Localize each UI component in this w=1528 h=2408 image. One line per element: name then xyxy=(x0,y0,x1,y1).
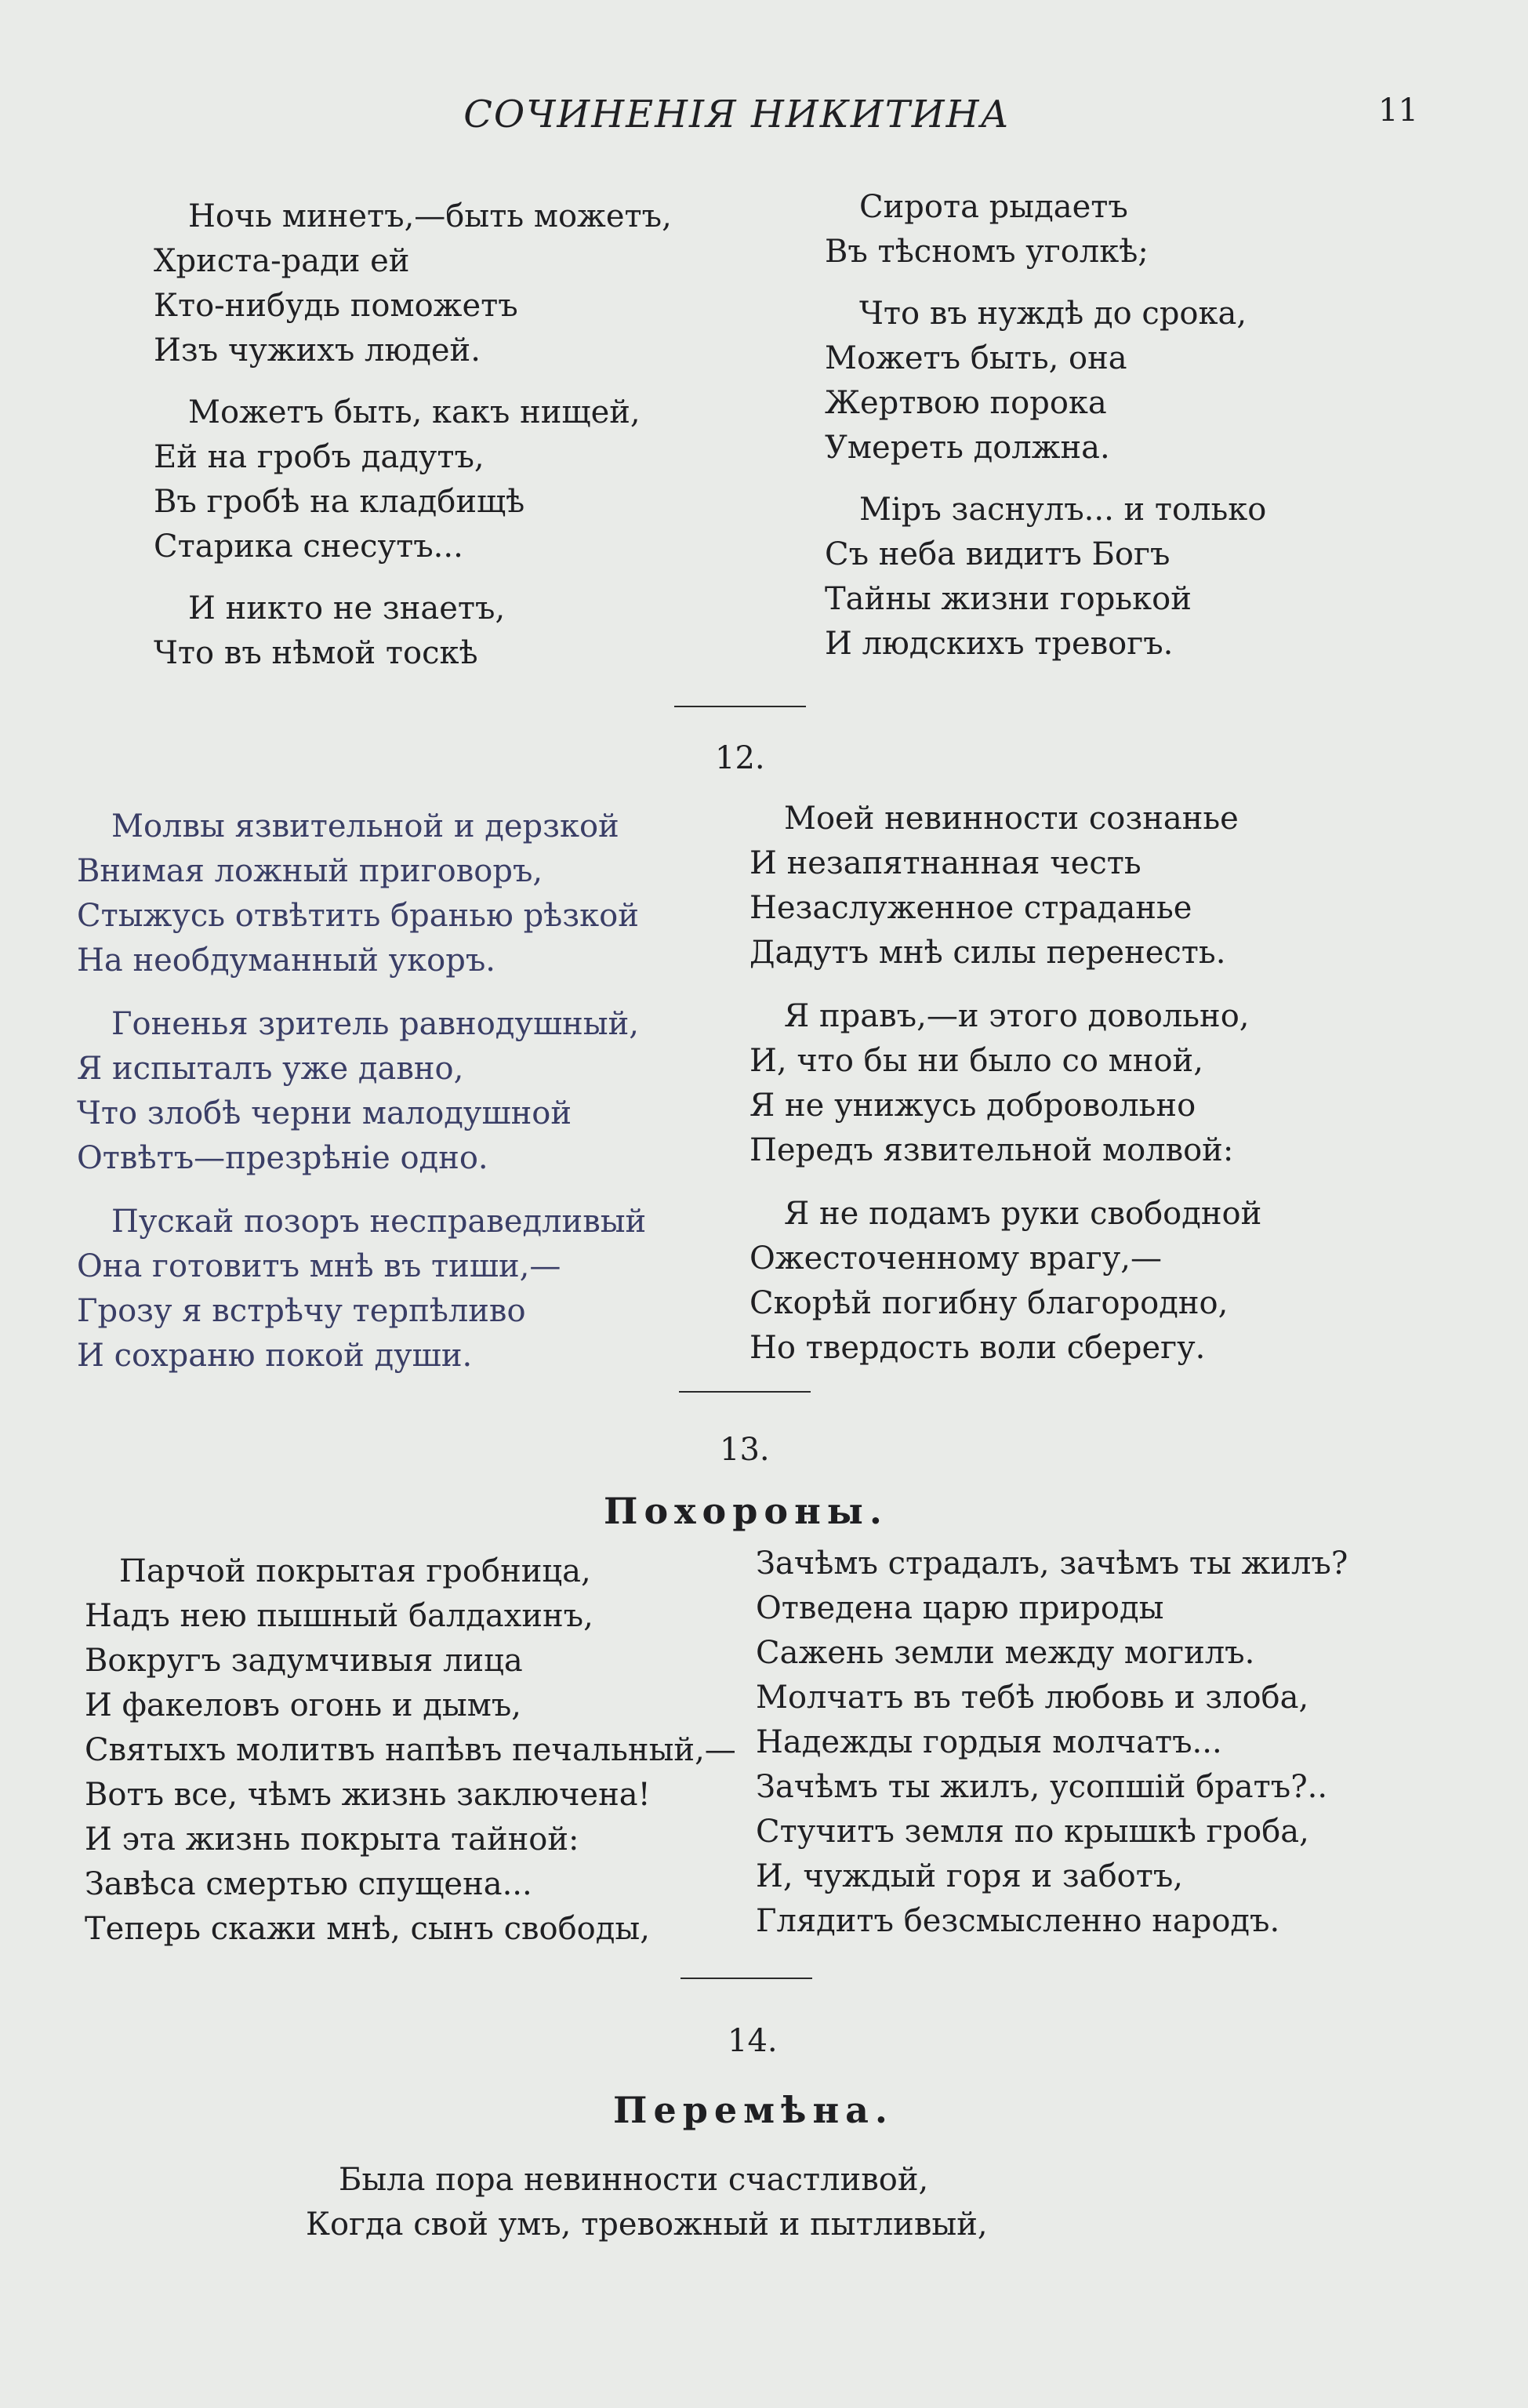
poem-line: И, что бы ни было со мной, xyxy=(749,1043,1203,1079)
poem-line: Надежды гордыя молчатъ... xyxy=(756,1724,1222,1760)
poem12-right-column xyxy=(749,797,1261,1371)
poem-line: Въ гробѣ на кладбищѣ xyxy=(154,484,525,520)
poem-line: Моей невинности сознанье xyxy=(784,801,1239,837)
poem-line: Гоненья зритель равнодушный, xyxy=(111,1006,640,1042)
poem14-title: Перемѣна. xyxy=(613,2089,894,2131)
poem14-lines xyxy=(306,2158,988,2247)
stanza xyxy=(825,488,1266,666)
page-number: 11 xyxy=(1378,93,1418,129)
poem-line: Зачѣмъ ты жилъ, усопшій братъ?.. xyxy=(756,1769,1328,1805)
poem-line: Завѣса смертью спущена... xyxy=(85,1866,532,1902)
poem-line: Умереть должна. xyxy=(825,430,1110,466)
poem-line: Теперь скажи мнѣ, сынъ свободы, xyxy=(85,1911,650,1947)
poem-line: Вокругъ задумчивыя лица xyxy=(85,1643,523,1679)
poem-line: Ей на гробъ дадутъ, xyxy=(154,439,485,475)
poem-line: Незаслуженное страданье xyxy=(749,890,1192,926)
poem-line: Изъ чужихъ людей. xyxy=(154,332,481,369)
poem-line: Сирота рыдаетъ xyxy=(859,189,1128,225)
poem-line: Жертвою порока xyxy=(825,385,1107,421)
poem-line: Святыхъ молитвъ напѣвъ печальный,— xyxy=(85,1732,736,1768)
stanza xyxy=(154,587,672,676)
poem-line: Что злобѣ черни малодушной xyxy=(77,1095,572,1131)
poem11-right-column xyxy=(825,185,1266,666)
stanza xyxy=(825,185,1266,274)
poem13-right-column xyxy=(756,1542,1348,1944)
poem-line: Что въ нуждѣ до срока, xyxy=(859,296,1247,332)
section-divider xyxy=(681,1978,812,1979)
stanza xyxy=(749,1192,1261,1371)
stanza xyxy=(154,194,672,373)
poem-line: И людскихъ тревогъ. xyxy=(825,626,1174,662)
stanza xyxy=(77,1002,646,1181)
poem-line: На необдуманный укоръ. xyxy=(77,942,495,979)
poem12-left-column xyxy=(77,804,646,1378)
poem-line: Грозу я встрѣчу терпѣливо xyxy=(77,1293,526,1329)
poem-line: Стучитъ земля по крышкѣ гроба, xyxy=(756,1814,1309,1850)
poem-line: Молчатъ въ тебѣ любовь и злоба, xyxy=(756,1680,1309,1716)
stanza xyxy=(825,292,1266,470)
poem-line: Съ неба видитъ Богъ xyxy=(825,536,1170,572)
poem-line: Надъ нею пышный балдахинъ, xyxy=(85,1598,593,1634)
running-header: СОЧИНЕНІЯ НИКИТИНА xyxy=(463,93,1011,136)
poem-line: Тайны жизни горькой xyxy=(825,581,1192,617)
poem11-left-column xyxy=(154,194,672,676)
poem-line: Глядитъ безсмысленно народъ. xyxy=(756,1903,1280,1939)
poem-line: Скорѣй погибну благородно, xyxy=(749,1285,1229,1321)
poem-line: Когда свой умъ, тревожный и пытливый, xyxy=(306,2206,988,2243)
poem-line: Что въ нѣмой тоскѣ xyxy=(154,635,478,671)
poem-line: И сохраню покой души. xyxy=(77,1338,473,1374)
poem-line: Отведена царю природы xyxy=(756,1590,1164,1626)
poem13-title: Похороны. xyxy=(604,1490,888,1532)
poem-line: Она готовитъ мнѣ въ тиши,— xyxy=(77,1248,561,1284)
poem-line: Міръ заснулъ... и только xyxy=(859,492,1267,528)
poem-line: Молвы язвительной и дерзкой xyxy=(111,808,619,844)
poem14-number: 14. xyxy=(728,2023,778,2059)
section-divider xyxy=(679,1391,811,1393)
poem13-number: 13. xyxy=(720,1432,770,1468)
poem-line: И никто не знаетъ, xyxy=(188,590,506,627)
poem-line: И, чуждый горя и заботъ, xyxy=(756,1858,1184,1894)
poem-line: И эта жизнь покрыта тайной: xyxy=(85,1821,579,1858)
poem-line: Въ тѣсномъ уголкѣ; xyxy=(825,234,1149,270)
poem-line: Ночь минетъ,—быть можетъ, xyxy=(188,198,672,234)
poem-line: Но твердость воли сберегу. xyxy=(749,1330,1206,1366)
poem-line: Я испыталъ уже давно, xyxy=(77,1051,464,1087)
poem-line: Стыжусь отвѣтить бранью рѣзкой xyxy=(77,898,639,934)
poem-line: Вотъ все, чѣмъ жизнь заключена! xyxy=(85,1777,651,1813)
poem-line: И незапятнанная честь xyxy=(749,845,1141,881)
stanza xyxy=(749,994,1261,1173)
poem-line: Кто-нибудь поможетъ xyxy=(154,288,518,324)
poem13-left-column xyxy=(85,1549,736,1952)
stanza xyxy=(77,1200,646,1378)
poem-line: Я не подамъ руки свободной xyxy=(784,1196,1262,1232)
poem-line: Я правъ,—и этого довольно, xyxy=(784,998,1250,1034)
poem-line: Парчой покрытая гробница, xyxy=(119,1553,591,1589)
poem-line: Зачѣмъ страдалъ, зачѣмъ ты жилъ? xyxy=(756,1545,1348,1582)
poem-line: Отвѣтъ—презрѣніе одно. xyxy=(77,1140,488,1176)
poem-line: Ожесточенному врагу,— xyxy=(749,1240,1162,1277)
poem-line: Я не унижусь добровольно xyxy=(749,1088,1196,1124)
poem-line: Пускай позоръ несправедливый xyxy=(111,1204,647,1240)
poem-line: И факеловъ огонь и дымъ, xyxy=(85,1687,521,1723)
stanza xyxy=(77,804,646,983)
poem-line: Дадутъ мнѣ силы перенесть. xyxy=(749,935,1226,971)
poem-line: Старика снесутъ... xyxy=(154,528,463,565)
poem-line: Сажень земли между могилъ. xyxy=(756,1635,1255,1671)
poem-line: Христа-ради ей xyxy=(154,243,410,279)
poem12-number: 12. xyxy=(715,740,765,776)
stanza xyxy=(749,797,1261,975)
poem-line: Передъ язвительной молвой: xyxy=(749,1132,1234,1168)
poem-line: Внимая ложный приговоръ, xyxy=(77,853,543,889)
poem-line: Можетъ быть, она xyxy=(825,340,1127,376)
stanza xyxy=(154,390,672,569)
poem-line: Была пора невинности счастливой, xyxy=(339,2162,929,2198)
section-divider xyxy=(674,706,806,707)
poem-line: Можетъ быть, какъ нищей, xyxy=(188,394,641,430)
